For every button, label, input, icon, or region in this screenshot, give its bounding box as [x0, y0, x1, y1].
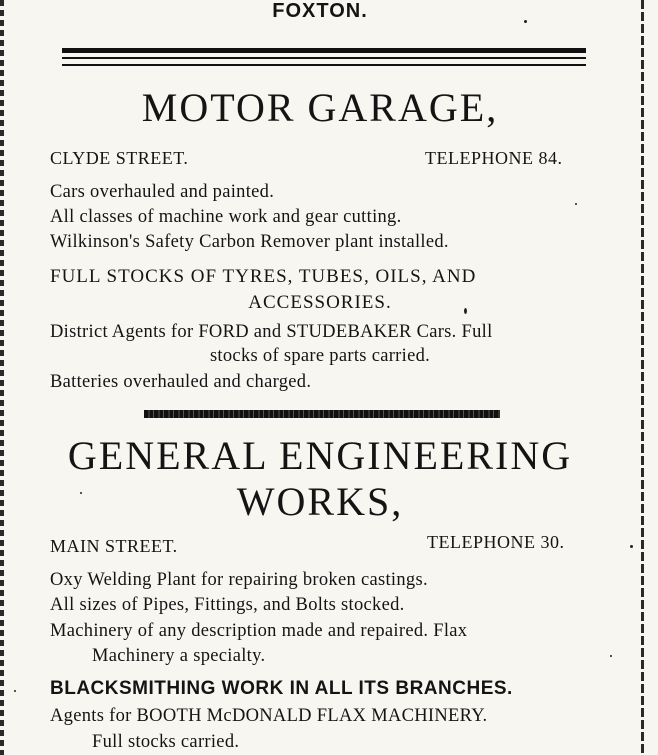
works-agents-line1: Agents for BOOTH McDONALD FLAX MACHINERY.	[50, 706, 488, 726]
ink-speck	[610, 655, 612, 657]
works-title-line2: WORKS,	[236, 479, 404, 524]
section-divider	[144, 410, 500, 418]
top-rule-thick	[62, 48, 586, 53]
garage-stocks-line2: ACCESSORIES.	[248, 292, 392, 313]
ink-speck	[575, 203, 577, 205]
garage-batteries-line: Batteries overhauled and charged.	[50, 372, 312, 392]
garage-stocks-line1: FULL STOCKS OF TYRES, TUBES, OILS, AND	[50, 266, 477, 287]
page-edge-right	[641, 0, 644, 755]
works-service-line: Oxy Welding Plant for repairing broken castings.	[50, 570, 428, 590]
ink-speck	[80, 492, 82, 494]
garage-service-line: Wilkinson's Safety Carbon Remover plant installed.	[50, 232, 449, 252]
works-machinery-line2: Machinery a specialty.	[92, 646, 266, 666]
garage-agents-line1: District Agents for FORD and STUDEBAKER Cars. Full	[50, 322, 493, 342]
ink-speck	[464, 308, 467, 314]
top-rule-thin	[62, 57, 586, 59]
works-title-line1: GENERAL ENGINEERING	[67, 433, 573, 478]
ink-speck	[630, 545, 633, 548]
garage-title: MOTOR GARAGE,	[141, 85, 499, 130]
garage-agents-line2: stocks of spare parts carried.	[209, 346, 431, 366]
garage-service-line: All classes of machine work and gear cutting.	[50, 207, 402, 227]
top-rule-thin-2	[62, 64, 586, 66]
ink-speck	[14, 690, 16, 692]
works-telephone: TELEPHONE 30.	[427, 532, 565, 552]
works-blacksmith-line: BLACKSMITHING WORK IN ALL ITS BRANCHES.	[50, 678, 513, 699]
ink-speck	[524, 20, 527, 23]
works-service-line: All sizes of Pipes, Fittings, and Bolts stocked.	[50, 595, 405, 615]
garage-address: CLYDE STREET.	[50, 148, 189, 168]
garage-telephone: TELEPHONE 84.	[425, 148, 563, 168]
works-address: MAIN STREET.	[50, 536, 178, 556]
works-agents-line2: Full stocks carried.	[92, 732, 240, 752]
garage-service-line: Cars overhauled and painted.	[50, 182, 275, 202]
town-name: FOXTON.	[272, 0, 368, 22]
works-machinery-line1: Machinery of any description made and repaired. Flax	[50, 621, 468, 641]
